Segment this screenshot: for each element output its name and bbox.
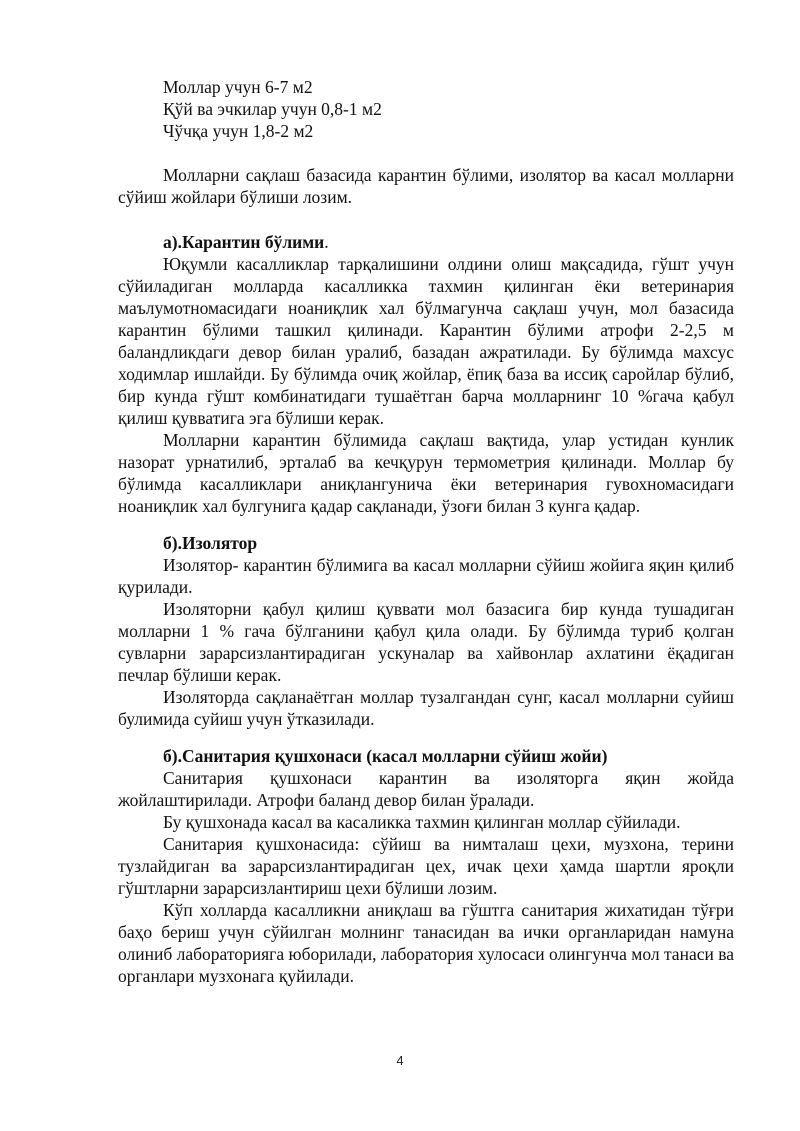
paragraph: Санитария қушхонасида: сўйиш ва нимталаш цехи, музхона, терини тузлайдиган ва зарарсизлантирадиган цех, ичак цехи ҳамда шартли яроқли гўштларни зарарсизлантириш цехи бўлиши лозим. bbox=[118, 834, 734, 898]
list-item: Қўй ва эчкилар учун 0,8-1 м2 bbox=[163, 99, 382, 119]
paragraph: Юқумли касалликлар тарқалишини олдини олиш мақсадида, гўшт учун сўйиладиган молларда касалликка тахмин қилинган ёки ветеринария маълумотномасидаги ноаниқлик хал бўлмагунча сақлаш учун, мол базасида карантин бўлими ташкил қилинади. Карантин бўлими атрофи 2-2,5 м баландликдаги девор билан уралиб, базадан ажратилади. Бу бўлимда махсус ходимлар ишлайди. Бу бўлимда очиқ жойлар, ёпиқ база ва иссиқ саройлар бўлиб, бир кунда гўшт комбинатидаги тушаётган барча молларнинг 10 %гача қабул қилиш қувватига эга бўлиши керак. bbox=[118, 254, 734, 428]
section-sanitary-slaughterhouse bbox=[118, 745, 734, 987]
paragraph: Изоляторни қабул қилиш қуввати мол базасига бир кунда тушадиган молларни 1 % гача бўлганини қабул қила олади. Бу бўлимда туриб қолган сувларни зарарсизлантирадиган ускуналар ва хайвонлар ахлатини ёқадиган печлар бўлиши керак. bbox=[118, 599, 734, 685]
section-isolator bbox=[118, 532, 734, 730]
list-item: Моллар учун 6-7 м2 bbox=[163, 77, 313, 97]
paragraph: Санитария қушхонаси карантин ва изоляторга яқин жойда жойлаштирилади. Атрофи баланд девор билан ўралади. bbox=[118, 768, 734, 810]
page-number: 4 bbox=[396, 1053, 404, 1068]
area-norms-list bbox=[118, 76, 734, 142]
paragraph: Молларни карантин бўлимида сақлаш вақтида, улар устидан кунлик назорат урнатилиб, эрталаб ва кечқурун термометрия қилинади. Моллар бу бўлимда касалликлари аниқлангунича ёки ветеринария гувохномасидаги ноаниқлик хал булгунига қадар сақланади, ўзоғи билан 3 кунга қадар. bbox=[118, 430, 734, 516]
section-heading: б).Изолятор bbox=[163, 533, 258, 553]
section-heading-text: а).Карантин бўлими bbox=[163, 232, 325, 252]
intro-block bbox=[118, 164, 734, 208]
paragraph: Изолятор- карантин бўлимига ва касал молларни сўйиш жойига яқин қилиб қурилади. bbox=[118, 555, 734, 597]
paragraph: Кўп холларда касалликни аниқлаш ва гўштга санитария жихатидан тўғри баҳо бериш учун сўйилган молнинг танасидан ва ички органларидан намуна олиниб лабораторияга юборилади, лаборатория хулосаси олингунча мол танаси ва органлари музхонага қуйилади. bbox=[118, 900, 735, 986]
section-heading: б).Санитария қушхонаси (касал молларни сўйиш жойи) bbox=[163, 746, 608, 766]
intro-paragraph: Молларни сақлаш базасида карантин бўлими, изолятор ва касал молларни сўйиш жойлари бўлиши лозим. bbox=[118, 165, 734, 207]
paragraph: Изоляторда сақланаётган моллар тузалгандан сунг, касал молларни суйиш булимида суйиш учун ўтказилади. bbox=[118, 687, 734, 729]
paragraph: Бу қушхонада касал ва касаликка тахмин қилинган моллар сўйилади. bbox=[163, 812, 681, 832]
list-item: Чўчқа учун 1,8-2 м2 bbox=[163, 121, 314, 141]
section-heading bbox=[118, 231, 734, 253]
section-heading-tail: . bbox=[324, 232, 329, 252]
section-quarantine bbox=[118, 231, 734, 517]
